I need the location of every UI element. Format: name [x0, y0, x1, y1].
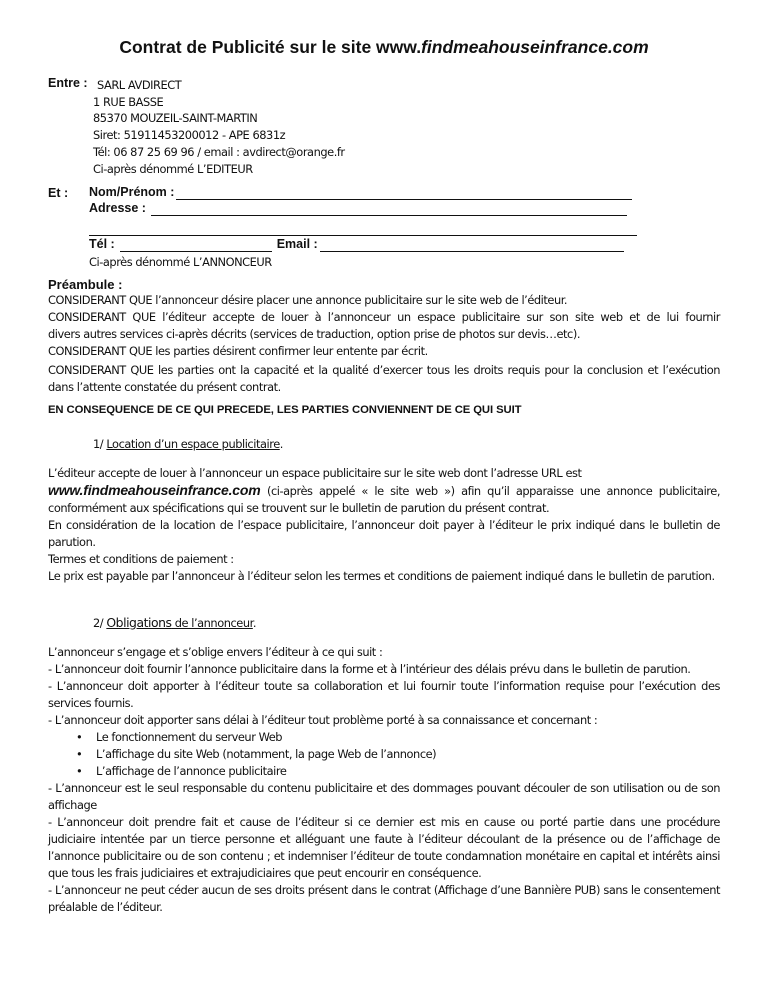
- concern-item: [48, 729, 720, 746]
- obligation: - L’annonceur doit apporter à l’éditeur toute sa collaboration et lui fournir toute l’information requise pour l’exécution des services fournis.: [48, 679, 720, 710]
- obligation: - L’annonceur doit fournir l’annonce publicitaire dans la forme et à l’intérieur des délais prévu dans le bulletin de parution.: [48, 662, 691, 676]
- editor-details: [93, 77, 345, 177]
- obligation-intro: L’annonceur s’engage et s’oblige envers l’éditeur à ce qui suit :: [48, 645, 383, 659]
- address-field-2[interactable]: [89, 222, 637, 236]
- section-2-body: [48, 644, 720, 916]
- name-label: Nom/Prénom :: [89, 185, 175, 199]
- preamble-clause: CONSIDERANT QUE l’annonceur désire placer une annonce publicitaire sur le site web de l’éditeur.: [48, 293, 568, 307]
- section-1-text: Termes et conditions de paiement :: [48, 552, 234, 566]
- preamble-body: [48, 292, 720, 396]
- site-url: www.findmeahouseinfrance.com: [48, 482, 261, 498]
- concern-item: [48, 763, 720, 780]
- section-number: 2/: [93, 616, 107, 630]
- section-suffix: .: [279, 437, 283, 451]
- section-1-text: En considération de la location de l’espace publicitaire, l’annonceur doit payer à l’éditeur le prix indiqué dans le bulletin de parution.: [48, 518, 720, 549]
- advertiser-note: Ci-après dénommé L’ANNONCEUR: [89, 255, 272, 269]
- section-2-heading: [93, 614, 256, 632]
- name-row: [89, 184, 649, 200]
- section-number: 1/: [93, 437, 107, 451]
- section-1-body: [48, 465, 720, 585]
- preamble-title: Préambule :: [48, 277, 123, 292]
- section-suffix: .: [252, 616, 256, 630]
- preamble-clause: divers autres services ci-après décrits (services de traduction, option prise de photos sur devis…etc).: [48, 327, 581, 341]
- editor-line: SARL AVDIRECT: [97, 78, 182, 92]
- editor-line: 1 RUE BASSE: [93, 94, 164, 109]
- name-field[interactable]: [176, 186, 632, 200]
- phone-field[interactable]: [120, 238, 272, 252]
- address-row-2: [89, 216, 649, 236]
- preamble-clause: CONSIDERANT QUE l’éditeur accepte de louer à l’annonceur un espace publicitaire sur son site web et de lui fournir: [48, 310, 720, 324]
- consequence-heading: EN CONSEQUENCE DE CE QUI PRECEDE, LES PARTIES CONVIENNENT DE CE QUI SUIT: [48, 404, 522, 416]
- preamble-clause: CONSIDERANT QUE les parties désirent confirmer leur entente par écrit.: [48, 344, 428, 358]
- title-site: findmeahouseinfrance.com: [421, 37, 649, 57]
- concern-text: L’affichage du site Web (notamment, la page Web de l’annonce): [96, 747, 437, 761]
- editor-line: Ci-après dénommé L’EDITEUR: [93, 161, 253, 176]
- concern-list: [48, 729, 720, 780]
- section-1-text: Le prix est payable par l’annonceur à l’éditeur selon les termes et conditions de paiement indiqué dans le bulletin de parution.: [48, 569, 715, 583]
- advertiser-label: Et :: [48, 186, 69, 200]
- section-title-cont: de l’annonceur: [171, 616, 253, 630]
- obligation: - L’annonceur doit prendre fait et cause de l’éditeur si ce dernier est mis en cause ou porté partie dans une procédure judiciaire intentée par un tierce personne et alléguant une faute à l’éditeur découlant de la présence ou de l’affichage de l’annonce publicitaire ou de son contenu ; et indemniser l’éditeur de toute condamnation monétaire en capital et intérêts ainsi que tous les frais judiciaires et extrajudiciaires que peut encourir en conséquence.: [48, 815, 720, 880]
- editor-line: 85370 MOUZEIL-SAINT-MARTIN: [93, 111, 258, 126]
- contact-row: [89, 236, 649, 252]
- email-label: Email :: [276, 237, 318, 251]
- section-1-heading: [93, 436, 283, 453]
- section-1-text: L’éditeur accepte de louer à l’annonceur un espace publicitaire sur le site web dont l’adresse URL est: [48, 466, 582, 480]
- section-1-text-cont: (ci-après appelé « le site web ») afin qu’il apparaisse une annonce publicitaire, conformément aux spécifications qui se trouvent sur le bulletin de parution du présent contrat.: [48, 484, 720, 515]
- phone-label: Tél :: [89, 237, 115, 251]
- bullet-icon: •: [76, 747, 83, 761]
- address-field[interactable]: [151, 202, 627, 216]
- obligation: - L’annonceur ne peut céder aucun de ses droits présent dans le contrat (Affichage d’une Bannière PUB) sans le consentement préalable de l’éditeur.: [48, 883, 720, 914]
- concern-text: Le fonctionnement du serveur Web: [96, 730, 283, 744]
- email-field[interactable]: [320, 238, 624, 252]
- address-label: Adresse :: [89, 201, 146, 215]
- concern-text: L’affichage de l’annonce publicitaire: [96, 764, 287, 778]
- editor-line: Tél: 06 87 25 69 96 / email : avdirect@orange.fr: [93, 144, 345, 159]
- bullet-icon: •: [76, 764, 83, 778]
- obligation: - L’annonceur est le seul responsable du contenu publicitaire et des dommages pouvant découler de son utilisation ou de son affichage: [48, 781, 720, 812]
- preamble-clause: CONSIDERANT QUE les parties ont la capacité et la qualité d’exercer tous les droits requis pour la conclusion et l’exécution dans l’attente constatée du présent contrat.: [48, 363, 720, 394]
- document-title: [0, 37, 768, 58]
- section-title: Location d’un espace publicitaire: [106, 437, 280, 451]
- concern-item: [48, 746, 720, 763]
- title-prefix: Contrat de Publicité sur le site www.: [119, 37, 422, 57]
- section-title: Obligations: [106, 615, 172, 630]
- editor-label: Entre :: [48, 76, 88, 90]
- bullet-icon: •: [76, 730, 83, 744]
- obligation: - L’annonceur doit apporter sans délai à l’éditeur tout problème porté à sa connaissance et concernant :: [48, 713, 598, 727]
- editor-line: Siret: 51911453200012 - APE 6831z: [93, 128, 286, 143]
- section-1-text: [48, 482, 720, 517]
- advertiser-form: [89, 184, 649, 271]
- address-row: [89, 200, 649, 216]
